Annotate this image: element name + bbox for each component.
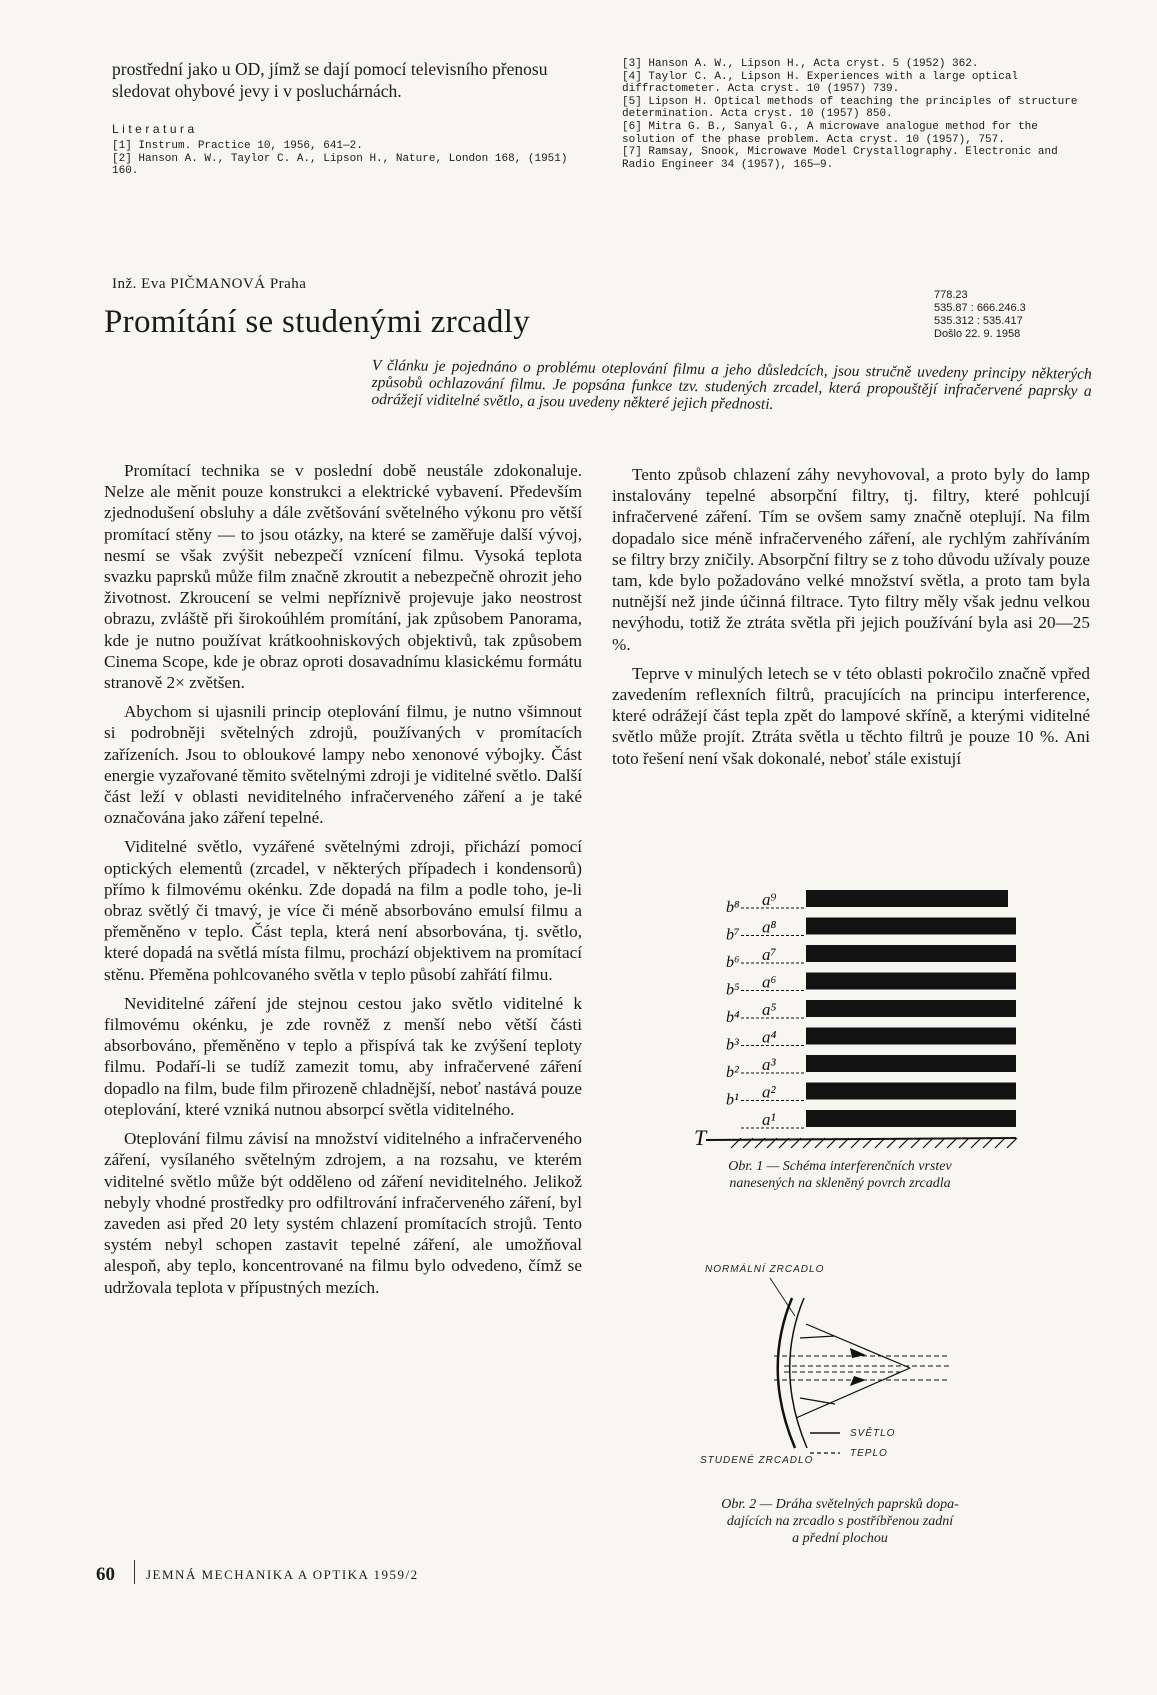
hatch-mark bbox=[1007, 1138, 1017, 1148]
a-layer-label: a⁵ bbox=[762, 1000, 777, 1019]
normal-mirror-label: NORMÁLNÍ ZRCADLO bbox=[705, 1264, 825, 1275]
journal-name: JEMNÁ MECHANIKA A OPTIKA 1959/2 bbox=[146, 1567, 419, 1582]
footer-divider bbox=[134, 1560, 135, 1584]
body-paragraph: Teprve v minulých letech se v této oblasti pokročilo značně vpřed zavedením reflexních filtrů, pracujících na principu interference, které odrážejí část tepla zpět do lampové skříně, a kterými viditelné světlo může projít. Ztráta světla u těchto filtrů je pouze 10 %. Ani toto řešení není však dokonalé, neboť stále existují bbox=[612, 663, 1090, 768]
body-paragraph: Tento způsob chlazení záhy nevyhovoval, a proto byly do lamp instalovány tepelné absorpční filtry, tj. filtry, které pohlcují infračervené záření. Tím se ovšem samy značně oteplují. Na film dopadalo sice méně infračerveného záření, ale rychlým zahříváním se filtry brzy zničily. Absorpční filtry se z toho důvodu užívaly pouze tam, kde bylo požadováno velké množství světla, a proto tam byla nutnější než jinde účinná filtrace. Tyto filtry měly však jednu velkou nevýhodu, totiž že ztráta světla při jejich používání byla asi 20—25 %. bbox=[612, 465, 1090, 654]
b-layer-label: b⁵ bbox=[726, 981, 740, 999]
a-layer-label: a⁸ bbox=[762, 917, 777, 937]
b-layer-label: b³ bbox=[726, 1036, 739, 1054]
a-layer-label: a⁷ bbox=[762, 945, 777, 964]
hatch-mark bbox=[995, 1138, 1005, 1148]
b-layer-label: b⁸ bbox=[726, 899, 740, 916]
caption-line: dajících na zrcadlo s postříbřenou zadní bbox=[726, 1514, 954, 1529]
a-layer-label: a⁴ bbox=[762, 1027, 777, 1047]
literature-heading: Literatura bbox=[112, 122, 198, 136]
figure-cold-mirror bbox=[700, 1258, 1020, 1478]
figure2-caption bbox=[660, 1496, 1020, 1547]
mirror-front-surface bbox=[778, 1298, 795, 1448]
b-layer-label: b⁷ bbox=[726, 926, 740, 944]
interference-layer-bar bbox=[806, 1083, 1016, 1100]
udc-line: 535.87 : 666.246.3 bbox=[934, 302, 1026, 314]
caption-line: nanesených na skleněný povrch zrcadla bbox=[729, 1176, 951, 1191]
article-title: Promítání se studenými zrcadly bbox=[104, 304, 530, 340]
interference-layer-bar bbox=[806, 1000, 1016, 1017]
arrowhead bbox=[850, 1376, 866, 1386]
interference-layer-bar bbox=[806, 945, 1016, 962]
interference-layer-bars bbox=[741, 890, 1016, 1128]
reference-item: [7] Ramsay, Snook, Microwave Model Crystallography. Electronic and Radio Engineer 34 (1957), 165—9. bbox=[622, 146, 1058, 171]
article-author: Inž. Eva PIČMANOVÁ Praha bbox=[112, 276, 307, 292]
a-layer-label: a³ bbox=[762, 1055, 776, 1074]
light-legend-label: SVĚTLO bbox=[850, 1428, 896, 1439]
cold-mirror-label: STUDENÉ ZRCADLO bbox=[700, 1455, 814, 1466]
received-date: Došlo 22. 9. 1958 bbox=[934, 328, 1021, 340]
reference-item: [1] Instrum. Practice 10, 1956, 641—2. bbox=[112, 140, 363, 152]
page-number: 60 bbox=[96, 1564, 115, 1585]
b-layer-label: b¹ bbox=[726, 1091, 739, 1109]
udc-line: 535.312 : 535.417 bbox=[934, 315, 1023, 327]
hatch-mark bbox=[959, 1138, 969, 1148]
interference-layer-bar bbox=[806, 1028, 1016, 1045]
t-label: T bbox=[694, 1125, 707, 1150]
reference-item: [4] Taylor C. A., Lipson H. Experiences with a large optical diffractometer. Acta cryst. 10 (1957) 739. bbox=[622, 70, 1019, 96]
b-layer-label: b⁶ bbox=[726, 954, 740, 971]
caption-line: Obr. 2 — Dráha světelných paprsků dopa- bbox=[721, 1497, 959, 1512]
left-column bbox=[104, 460, 582, 1306]
reference-item: [6] Mitra G. B., Sanyal G., A microwave analogue method for the solution of the phase problem. Acta cryst. 10 (1957), 757. bbox=[622, 120, 1038, 146]
a-layer-label: a⁶ bbox=[762, 972, 777, 992]
caption-line: Obr. 1 — Schéma interferenčních vrstev bbox=[728, 1159, 952, 1174]
reference-list-right bbox=[622, 58, 1092, 171]
a-layer-label: a⁹ bbox=[762, 890, 777, 909]
udc-codes bbox=[934, 289, 1026, 341]
body-paragraph: Viditelné světlo, vyzářené světelnými zdroji, přichází pomocí optických elementů (zrcadel, v některých případech i kondensorů) přímo k filmovému okénku. Zde dopadá na film a podle toho, je-li obraz světlý či tmavý, je více či méně absorbováno emulsí filmu a přeměněno v teplo. Část tepla, která není absorbována, tj. světlo, které dopadá na světlá místa filmu, prochází objektivem na promítací stěnu. Přeměna pohlcovaného světla v teplo působí zahřátí filmu. bbox=[104, 837, 582, 984]
figure1-caption bbox=[660, 1158, 1020, 1192]
body-paragraph: Promítací technika se v poslední době neustále zdokonaluje. Nelze ale měnit pouze konstrukci a elektrické vybavení. Především zjednodušení obsluhy a dále zvětšování světelného výkonu pro větší promítací stěny — to jsou otázky, na které se zaměřuje další vývoj, nesmí se však zvýšit nebezpečí vznícení filmu. Vysoká teplota svazku paprsků může film značně zkroutit a nebezpečně ohrozit jeho životnost. Zkroucení se velmi nepříznivě projevuje jako neostrost obrazu, zvláště při širokoúhlém promítání, jak způsobem Panorama, kde je nutno používat krátkoohniskových objektivů, tak způsobem Cinema Scope, kde je obraz oproti dosavadnímu klasickému formátu stranově 2× zvětšen. bbox=[104, 461, 582, 693]
interference-layer-bar bbox=[806, 973, 1016, 990]
figure-interference-layers bbox=[686, 880, 1026, 1150]
body-paragraph: Abychom si ujasnili princip oteplování filmu, je nutno všimnout si podrobněji světelných zdrojů, používaných v promítacích zařízeních. Jsou to obloukové lampy nebo xenonové výbojky. Část energie vyzařované těmito světelnými zdroji je viditelné světlo. Další část leží v oblasti neviditelného infračerveného záření a je také označována jako záření tepelné. bbox=[104, 702, 582, 828]
light-ray bbox=[806, 1324, 910, 1368]
reference-item: [2] Hanson A. W., Taylor C. A., Lipson H., Nature, London 168, (1951) 160. bbox=[112, 152, 568, 178]
interference-layer-bar bbox=[806, 890, 1008, 907]
right-column bbox=[612, 464, 1090, 777]
hatch-mark bbox=[947, 1138, 957, 1148]
light-ray bbox=[800, 1336, 835, 1338]
caption-line: a přední plochou bbox=[792, 1531, 888, 1546]
intro-continuation-text: prostřední jako u OD, jímž se dají pomocí televisního přenosu sledovat ohybové jevy i v posluchárnách. bbox=[112, 59, 548, 101]
hatch-mark bbox=[983, 1138, 993, 1148]
a-layer-label: a² bbox=[762, 1082, 776, 1102]
b-layer-label: b² bbox=[726, 1064, 739, 1081]
hatch-mark bbox=[971, 1138, 981, 1148]
a-layer-label: a¹ bbox=[762, 1110, 776, 1129]
leader-line bbox=[770, 1278, 795, 1316]
reference-list-left bbox=[112, 140, 592, 178]
body-paragraph: Neviditelné záření jde stejnou cestou jako světlo viditelné k filmovému okénku, je zde rovněž z menší nebo větší části absorbováno, přeměněno v teplo a přispívá tak ke zvýšení teploty filmu. Podaří-li se tudíž zamezit tomu, aby infračervené záření dopadlo na film, bude film přirozeně chladnější, neboť nastává pouze oteplování, které vzniká nutnou absorpcí světla viditelného. bbox=[104, 993, 582, 1119]
layer-labels bbox=[726, 890, 777, 1129]
mirror-back-surface bbox=[790, 1298, 807, 1448]
reference-item: [5] Lipson H. Optical methods of teaching the principles of structure determination. Acta cryst. 10 (1957) 850. bbox=[622, 95, 1078, 121]
interference-layer-bar bbox=[806, 1055, 1016, 1072]
reference-item: [3] Hanson A. W., Lipson H., Acta cryst. 5 (1952) 362. bbox=[622, 58, 979, 70]
udc-line: 778.23 bbox=[934, 289, 968, 301]
light-ray bbox=[800, 1398, 835, 1404]
light-ray bbox=[796, 1368, 910, 1418]
interference-layer-bar bbox=[806, 918, 1016, 935]
article-abstract: V článku je pojednáno o problému oteplování filmu a jeho důsledcích, jsou stručně uvedeny principy některých způsobů ochlazování filmu. Je popsána funkce tzv. studených zrcadel, která propouštějí infračervené paprsky a odrážejí viditelné světlo, a jsou uvedeny některé jejich přednosti. bbox=[371, 357, 1092, 413]
interference-layer-bar bbox=[806, 1110, 1016, 1127]
b-layer-label: b⁴ bbox=[726, 1009, 740, 1026]
heat-legend-label: TEPLO bbox=[850, 1448, 888, 1459]
body-paragraph: Oteplování filmu závisí na množství viditelného a infračerveného záření, vysílaného světelným zdrojem, a na rozsahu, ve kterém viditelné světlo může být odděleno od záření neviditelného. Jelikož nebyly vhodné prostředky pro odfiltrování infračerveného záření, byl zaveden asi před 20 lety systém chlazení promítacích strojů. Tento systém nebyl schopen zastavit tepelné záření, ale umožňoval alespoň, aby teplo, koncentrované na filmu bylo odvedeno, čímž se udržovala teplota v přípustných mezích. bbox=[104, 1129, 582, 1297]
